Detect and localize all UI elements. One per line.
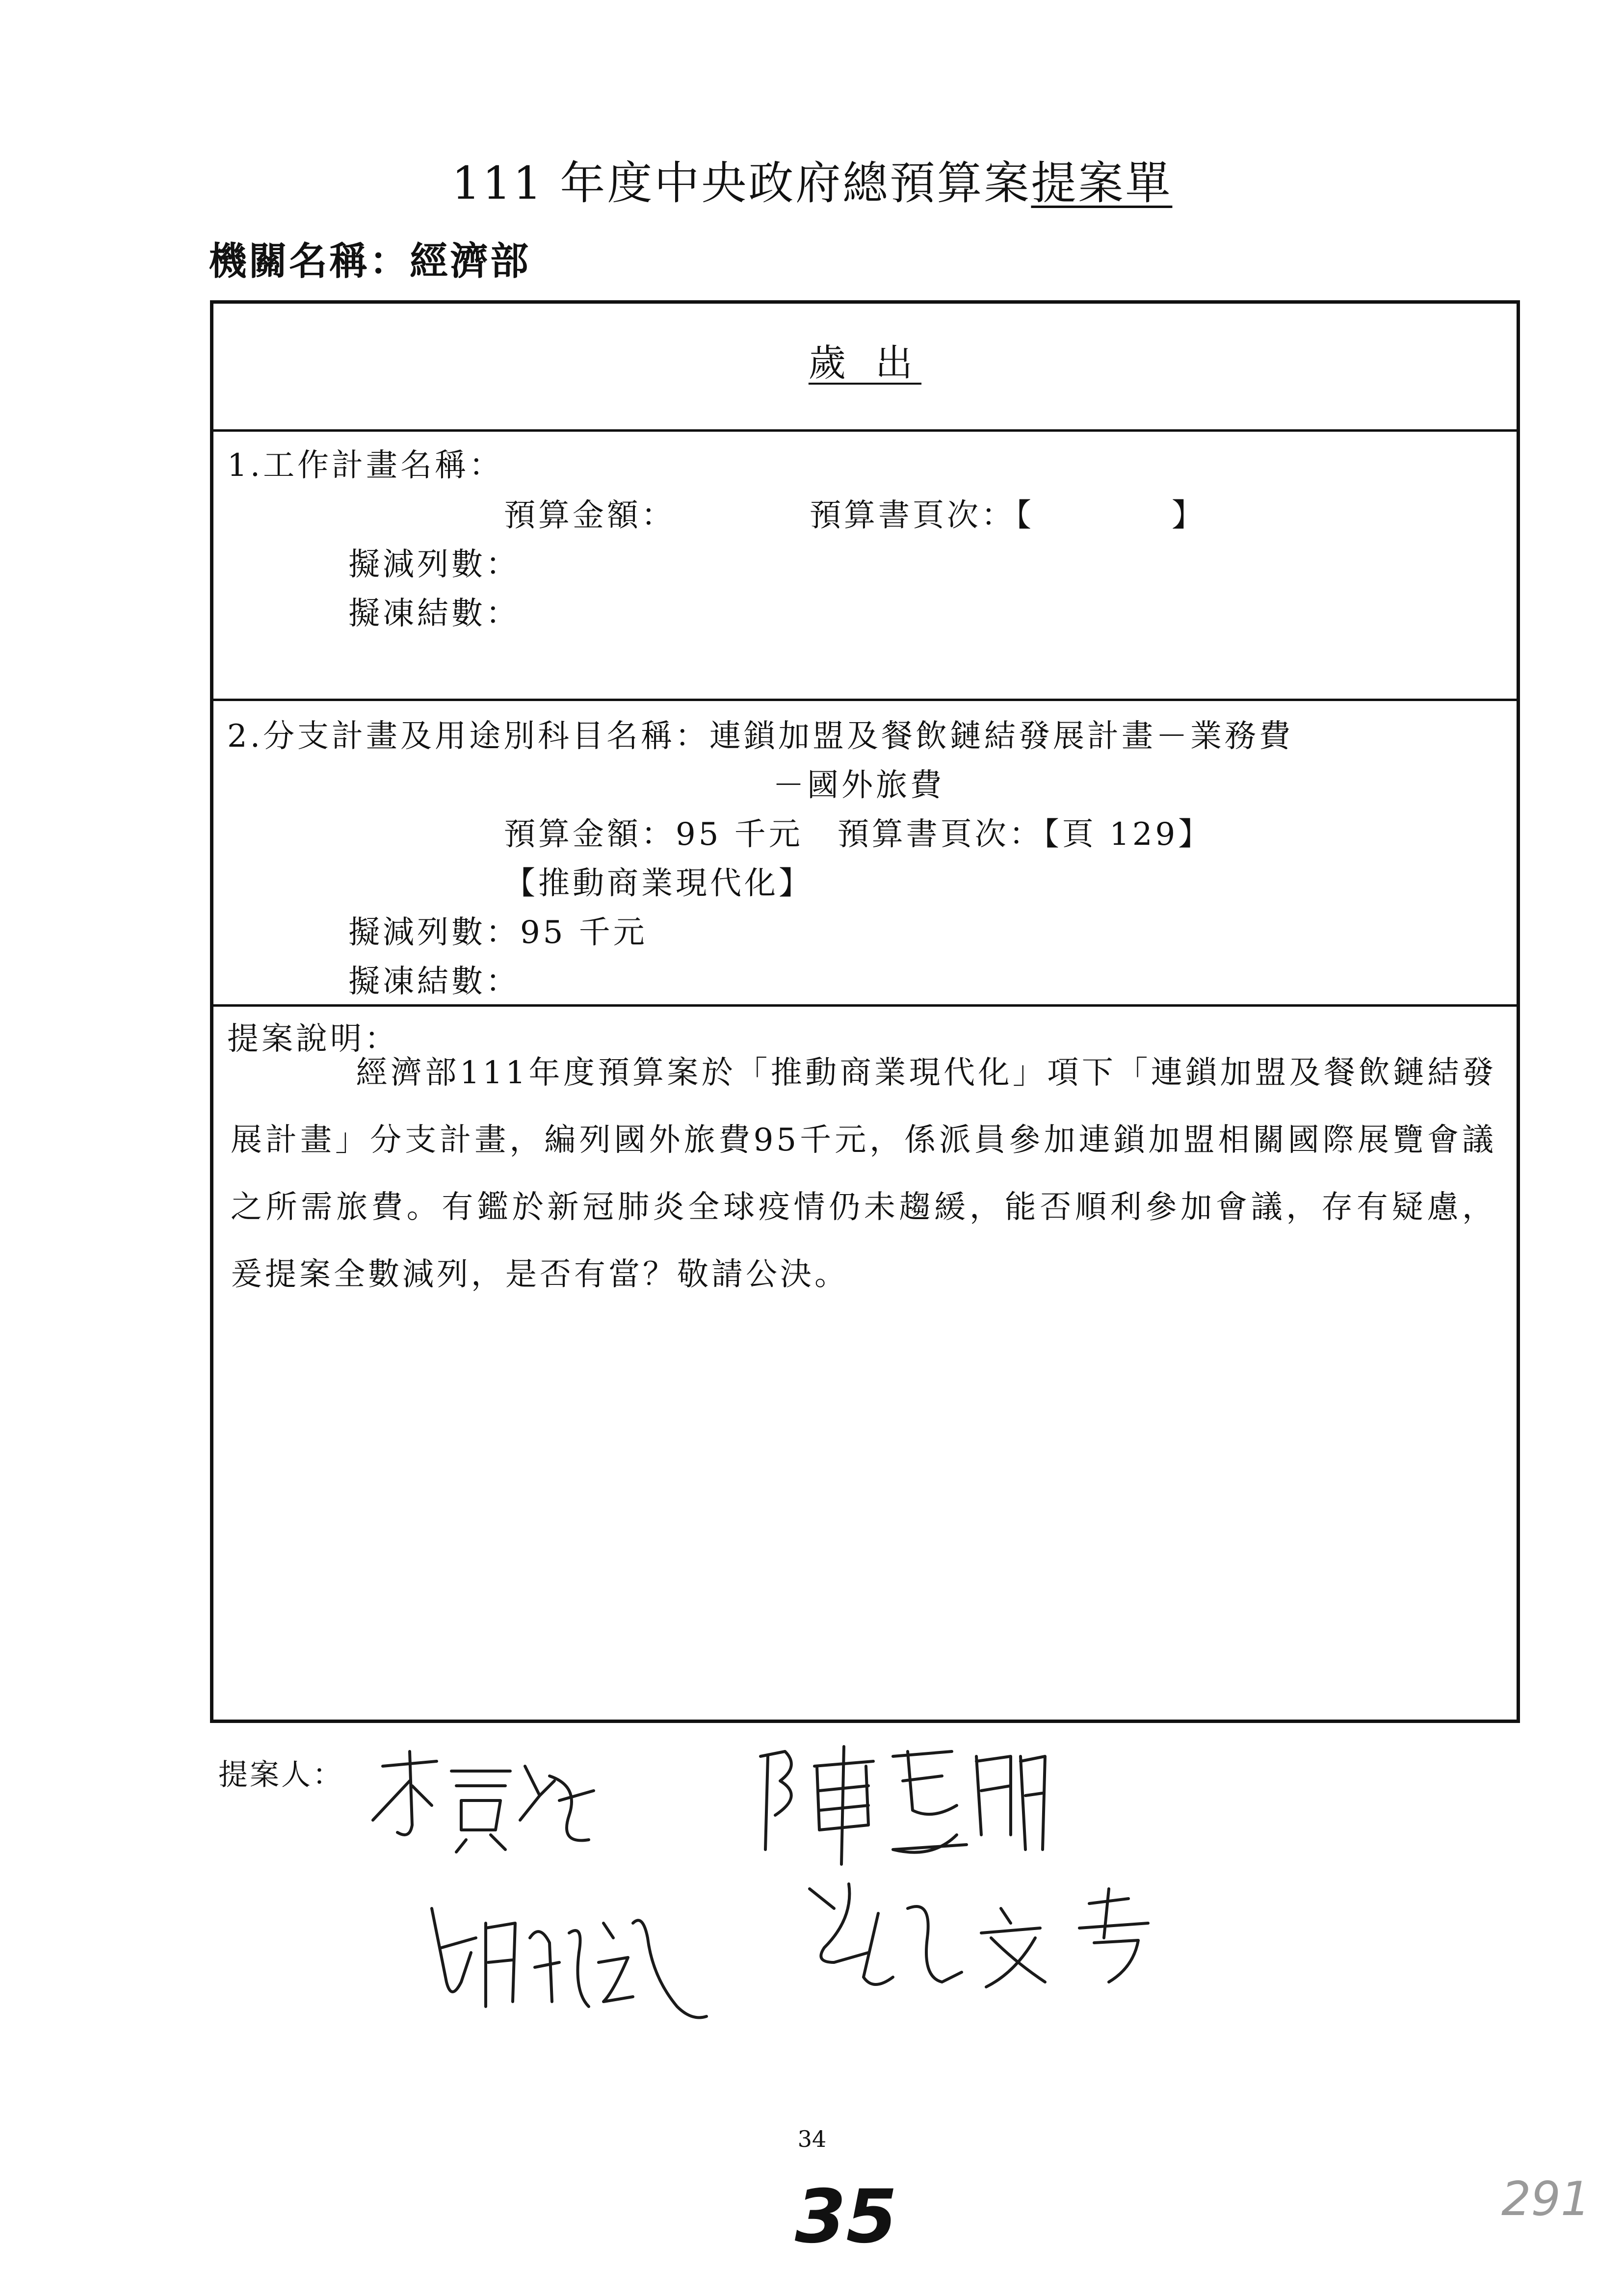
divider — [213, 429, 1517, 432]
item1-label: 1.工作計畫名稱： — [227, 447, 504, 484]
divider — [213, 1004, 1517, 1007]
handwritten-page-number — [790, 2178, 898, 2257]
explanation-text — [231, 1040, 1496, 1308]
agency-name: 機關名稱：經濟部 — [209, 239, 531, 284]
handwritten-corner-text: 291 — [1501, 2172, 1591, 2226]
title-main: 111 年度中央政府總預算案 — [451, 157, 1031, 209]
proposal-form — [210, 300, 1520, 1723]
explanation-body: 經濟部111年度預算案於「推動商業現代化」項下「連鎖加盟及餐飲鏈結發展計畫」分支計畫，編列國外旅費95千元，係派員參加連鎖加盟相關國際展覽會議之所需旅費。有鑑於新冠肺炎全球疫情仍未趨緩，能否順利參加會議，存有疑慮，爰提案全數減列，是否有當？敬請公決。 — [231, 1055, 1496, 1293]
item1-proposed-freeze: 擬凍結數： — [348, 596, 520, 632]
item2-label-continued: －國外旅費 — [773, 767, 944, 804]
signature-2 — [746, 1737, 1055, 1874]
title-underlined: 提案單 — [1031, 157, 1173, 209]
handwritten-corner-number — [1496, 2168, 1604, 2227]
item1-proposed-cut: 擬減列數： — [348, 547, 520, 583]
item2-program: 【推動商業現代化】 — [504, 865, 813, 902]
item2-proposed-cut: 擬減列數：95 千元 — [348, 914, 648, 951]
signature-1 — [363, 1747, 599, 1859]
item2-proposed-freeze: 擬凍結數： — [348, 964, 520, 1000]
item2-budget-line: 預算金額：95 千元 預算書頁次：【頁 129】 — [504, 816, 1213, 853]
item1-budget-amount: 預算金額： — [504, 497, 676, 534]
page-number: 34 — [797, 2126, 827, 2152]
item2-label: 2.分支計畫及用途別科目名稱：連鎖加盟及餐飲鏈結發展計畫－業務費 — [227, 718, 1294, 755]
divider — [213, 699, 1517, 701]
section-title: 歲 出 — [808, 341, 922, 385]
explanation-label: 提案說明： — [227, 1021, 399, 1057]
signature-3 — [417, 1894, 721, 2026]
signature-4 — [795, 1879, 1187, 2002]
handwritten-page-text: 35 — [795, 2178, 897, 2257]
proposer-label: 提案人： — [218, 1758, 344, 1792]
item1-budget-page: 預算書頁次：【 】 — [810, 497, 1206, 534]
document-title — [0, 147, 1624, 212]
